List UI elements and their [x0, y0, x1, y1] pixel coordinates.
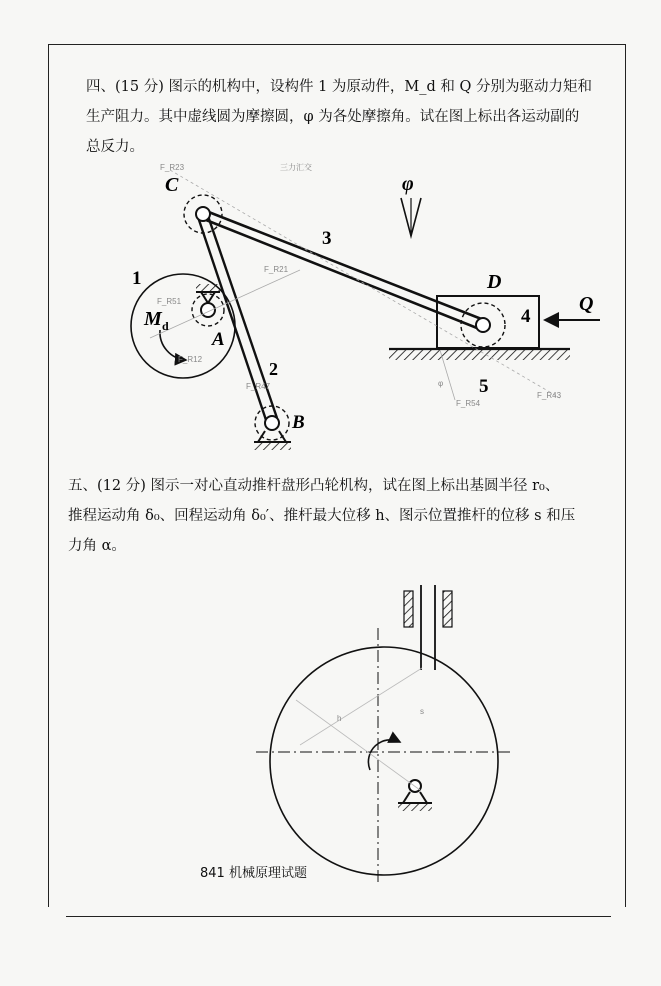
question-5-line-1: 五、(12 分) 图示一对心直动推杆盘形凸轮机构，试在图上标出基圆半径 r₀、	[68, 478, 560, 494]
label-torque: M	[144, 308, 162, 330]
pencil-note-top: 三力汇交	[280, 163, 312, 172]
link-3	[201, 209, 484, 320]
pencil-f21: F_R21	[264, 265, 289, 274]
pencil-f43: F_R43	[537, 391, 562, 400]
label-link-1: 1	[132, 268, 142, 289]
pin-c	[196, 207, 210, 221]
pencil-f54: F_R54	[456, 399, 481, 408]
label-link-4: 4	[521, 306, 531, 327]
pencil-f51: F_R51	[157, 297, 182, 306]
pin-a	[201, 303, 215, 317]
question-5-line-2: 推程运动角 δ₀、回程运动角 δ₀′、推杆最大位移 h、图示位置推杆的位移 s 和压	[68, 508, 576, 524]
pencil-cam-h: h	[337, 714, 342, 723]
question-4-line-1: 四、(15 分) 图示的机构中，设构件 1 为原动件，M_d 和 Q 分别为驱动力矩和	[86, 79, 593, 95]
pencil-phi: φ	[438, 379, 444, 388]
guide-left	[404, 591, 413, 627]
pin-b	[265, 416, 279, 430]
cam-mechanism-figure	[256, 585, 512, 885]
label-link-3: 3	[322, 228, 332, 249]
label-c: C	[165, 174, 179, 196]
cam-disk	[270, 647, 498, 875]
pencil-cam-line	[296, 700, 420, 790]
guide-right	[443, 591, 452, 627]
label-phi: φ	[402, 173, 414, 195]
ground-b-hatch	[254, 442, 291, 450]
pencil-cam-s: s	[420, 707, 424, 716]
question-4-line-2: 生产阻力。其中虚线圆为摩擦圆，φ 为各处摩擦角。试在图上标出各运动副的	[86, 109, 580, 125]
label-torque-sub: d	[162, 319, 169, 333]
label-d: D	[487, 271, 502, 293]
pencil-f23-top: F_R23	[160, 163, 185, 172]
label-force-q: Q	[579, 293, 594, 315]
pencil-cam-line-2	[300, 668, 422, 745]
pin-d	[476, 318, 490, 332]
label-a: A	[212, 329, 225, 350]
pencil-f12: F_R12	[178, 355, 203, 364]
question-5-line-3: 力角 α。	[68, 538, 126, 554]
footer-exam-title: 841 机械原理试题	[200, 866, 307, 881]
question-4-line-3: 总反力。	[86, 139, 144, 155]
pencil-f47: F_R47	[246, 382, 271, 391]
label-link-2: 2	[269, 359, 278, 379]
ground-a-hatch	[196, 284, 220, 292]
cam-rotation-arrow	[368, 740, 400, 770]
label-b: B	[292, 412, 305, 433]
label-link-5: 5	[479, 376, 489, 397]
